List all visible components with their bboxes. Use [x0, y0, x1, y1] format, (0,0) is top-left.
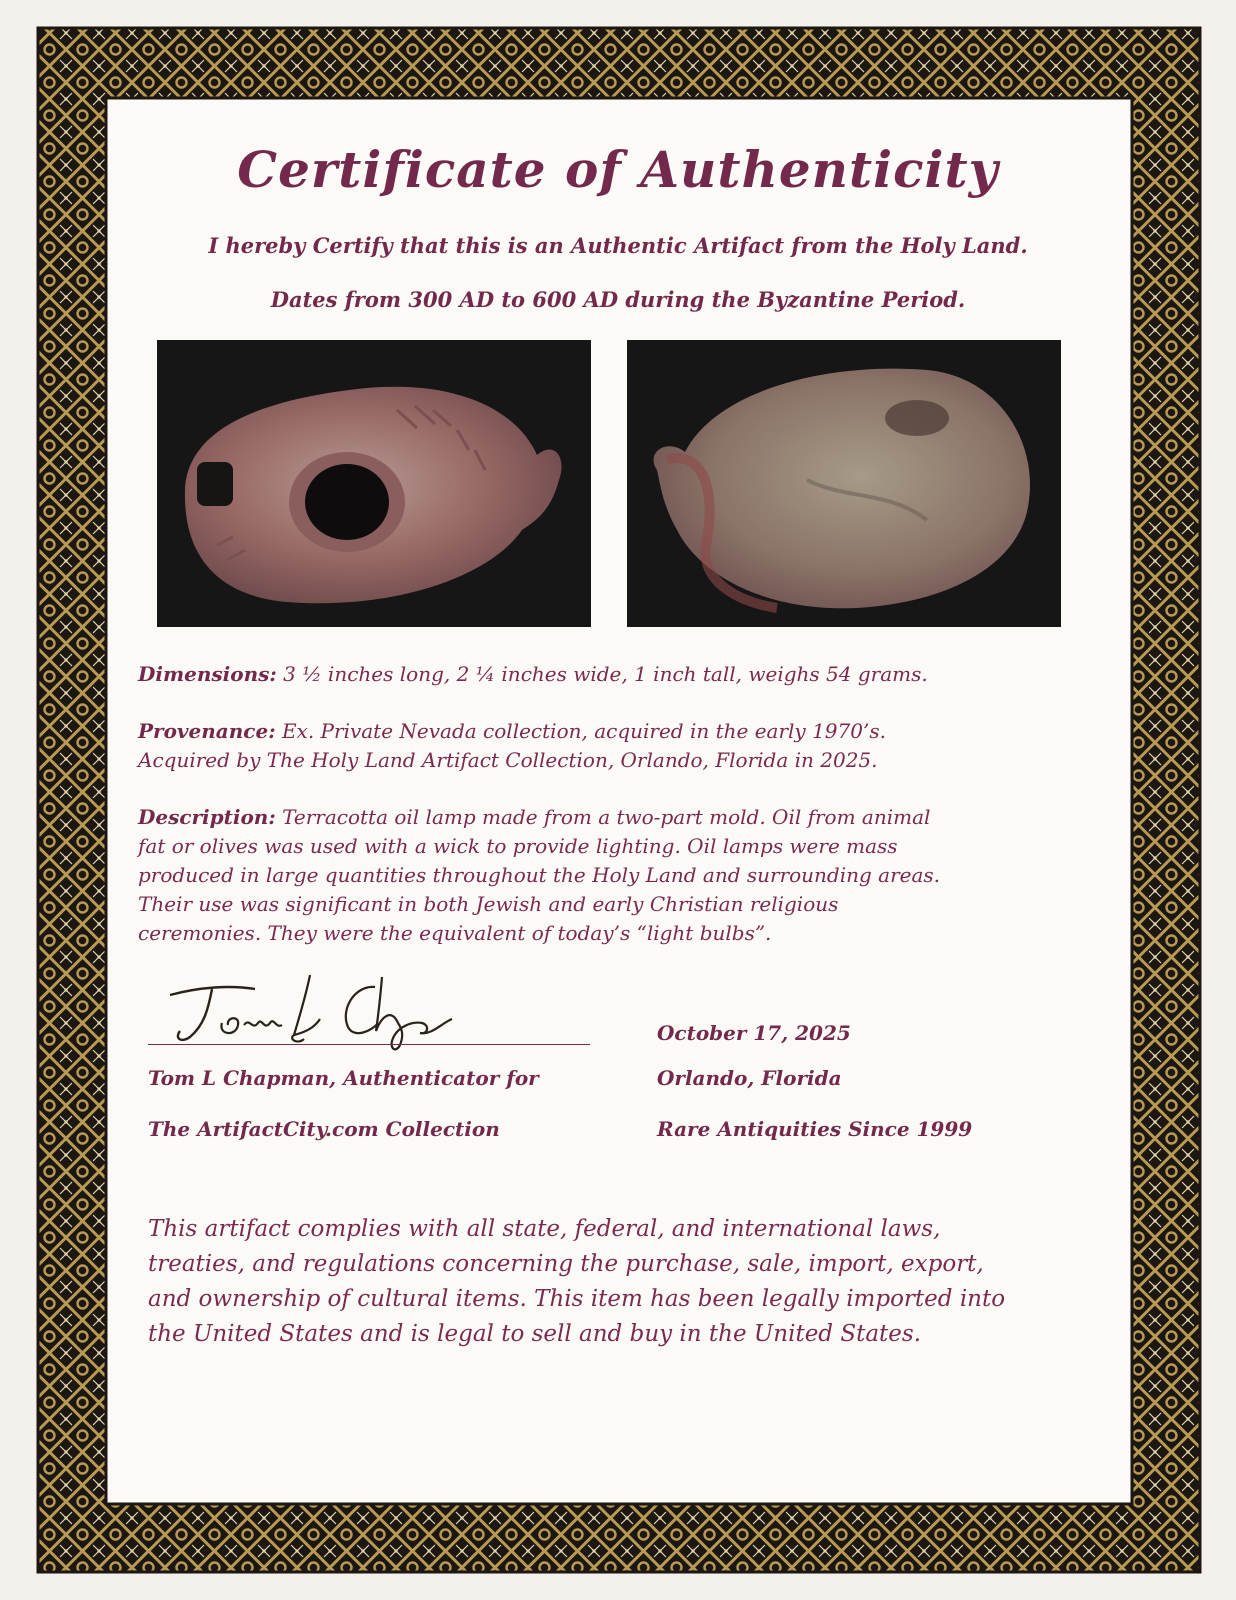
- handwritten-signature: [160, 965, 460, 1060]
- description-line-1: Terracotta oil lamp made from a two-part mold. Oil from animal: [282, 805, 931, 829]
- legal-line-4: the United States and is legal to sell and buy in the United States.: [148, 1321, 922, 1347]
- provenance-label: Provenance:: [138, 719, 276, 743]
- oil-lamp-top-view-photo: [157, 340, 591, 627]
- dimensions-field: [138, 660, 1098, 689]
- provenance-line-2: Acquired by The Holy Land Artifact Collection, Orlando, Florida in 2025.: [138, 748, 878, 772]
- collection-name: The ArtifactCity.com Collection: [148, 1117, 500, 1141]
- legal-line-2: treaties, and regulations concerning the purchase, sale, import, export,: [148, 1251, 984, 1277]
- certification-statement: I hereby Certify that this is an Authentic Artifact from the Holy Land.: [208, 233, 1028, 258]
- description-line-5: ceremonies. They were the equivalent of today’s “light bulbs”.: [138, 921, 772, 945]
- provenance-field: [138, 717, 1098, 775]
- certificate-date: October 17, 2025: [657, 1021, 851, 1045]
- description-field: [138, 803, 1098, 948]
- dimensions-label: Dimensions:: [138, 662, 277, 686]
- date-range-statement: Dates from 300 AD to 600 AD during the Byzantine Period.: [270, 287, 966, 312]
- authenticator-name: Tom L Chapman, Authenticator for: [148, 1066, 539, 1090]
- company-tagline: Rare Antiquities Since 1999: [657, 1117, 973, 1141]
- signature-line: [148, 1044, 590, 1045]
- provenance-line-1: Ex. Private Nevada collection, acquired in the early 1970’s.: [281, 719, 886, 743]
- description-line-3: produced in large quantities throughout the Holy Land and surrounding areas.: [138, 863, 941, 887]
- certificate-title: Certificate of Authenticity: [237, 140, 999, 199]
- legal-line-3: and ownership of cultural items. This item has been legally imported into: [148, 1286, 1006, 1312]
- oil-lamp-bottom-view-photo: [627, 340, 1061, 627]
- legal-compliance-statement: [148, 1212, 1098, 1352]
- description-label: Description:: [138, 805, 276, 829]
- description-line-4: Their use was significant in both Jewish and early Christian religious: [138, 892, 839, 916]
- description-line-2: fat or olives was used with a wick to provide lighting. Oil lamps were mass: [138, 834, 898, 858]
- certificate-location: Orlando, Florida: [657, 1066, 842, 1090]
- legal-line-1: This artifact complies with all state, federal, and international laws,: [148, 1216, 941, 1242]
- dimensions-value: 3 ½ inches long, 2 ¼ inches wide, 1 inch tall, weighs 54 grams.: [283, 662, 928, 686]
